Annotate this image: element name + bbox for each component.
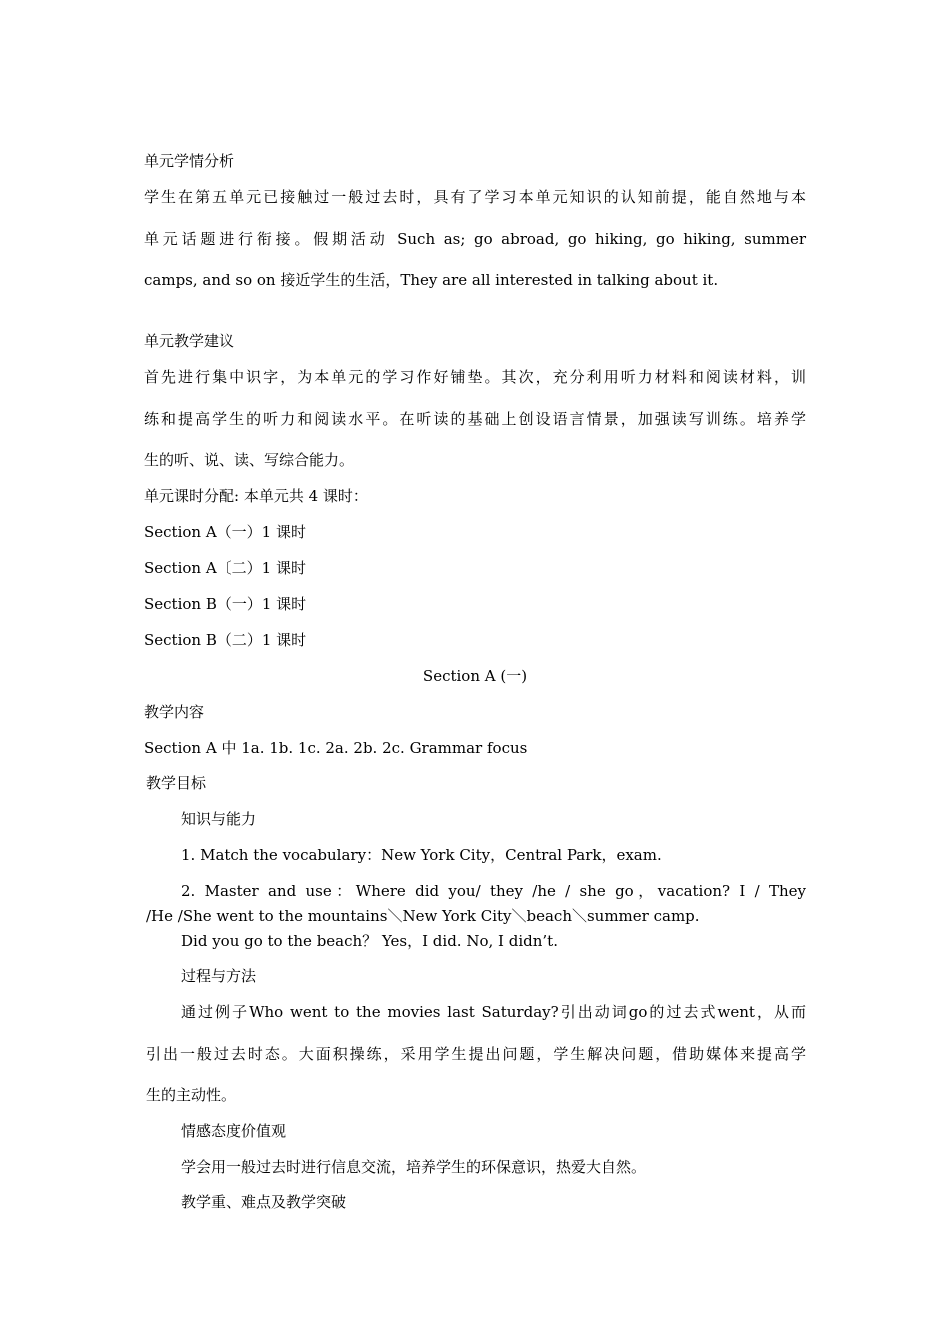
process-heading: 过程与方法 (181, 967, 257, 985)
suggestion-heading: 单元教学建议 (144, 332, 235, 350)
knowledge-item-1: 1. Match the vocabulary：New York City，Central Park，exam. (181, 846, 662, 864)
schedule-intro: 单元课时分配: 本单元共 4 课时： (144, 487, 368, 505)
suggestion-line-3: 生的听、说、读、写综合能力。 (144, 451, 355, 469)
process-line-2: 引出一般过去时态。大面积操练，采用学生提出问题，学生解决问题，借助媒体来提高学 (146, 1045, 806, 1063)
suggestion-line-1: 首先进行集中识字，为本单元的学习作好铺垫。其次，充分利用听力材料和阅读材料，训 (144, 368, 806, 386)
lesson-title: Section A (一) (422, 667, 528, 685)
knowledge-heading: 知识与能力 (181, 810, 257, 828)
analysis-line-3: camps, and so on 接近学生的生活，They are all interested in talking about it. (144, 271, 719, 289)
knowledge-item-2-cont: /He /She went to the mountains＼New York City＼beach＼summer camp. (146, 907, 700, 925)
schedule-item: Section B（二）1 课时 (144, 631, 307, 649)
analysis-heading: 单元学情分析 (144, 152, 235, 170)
suggestion-line-2: 练和提高学生的听力和阅读水平。在听读的基础上创设语言情景，加强读写训练。培养学 (144, 410, 806, 428)
content-text: Section A 中 1a. 1b. 1c. 2a. 2b. 2c. Grammar focus (144, 739, 528, 757)
knowledge-item-2-example: Did you go to the beach？ Yes，I did. No, I didn’t. (181, 932, 558, 950)
analysis-line-2: 单元话题进行衔接。假期活动 Such as; go abroad, go hiking, go hiking, summer (144, 230, 806, 248)
content-heading: 教学内容 (144, 703, 205, 721)
emotion-text: 学会用一般过去时进行信息交流，培养学生的环保意识，热爱大自然。 (181, 1158, 647, 1176)
knowledge-item-2: 2. Master and use：Where did you/ they /he / she go，vacation? I / They (181, 882, 806, 900)
goals-heading: 教学目标 (146, 774, 207, 792)
schedule-item: Section B（一）1 课时 (144, 595, 307, 613)
process-line-3: 生的主动性。 (146, 1086, 237, 1104)
schedule-item: Section A（一）1 课时 (144, 523, 306, 541)
process-line-1: 通过例子Who went to the movies last Saturday?引出动词go的过去式went，从而 (181, 1003, 806, 1021)
focus-heading: 教学重、难点及教学突破 (181, 1193, 347, 1211)
schedule-item: Section A〔二）1 课时 (144, 559, 306, 577)
analysis-line-1: 学生在第五单元已接触过一般过去时，具有了学习本单元知识的认知前提，能自然地与本 (144, 188, 806, 206)
emotion-heading: 情感态度价值观 (181, 1122, 287, 1140)
